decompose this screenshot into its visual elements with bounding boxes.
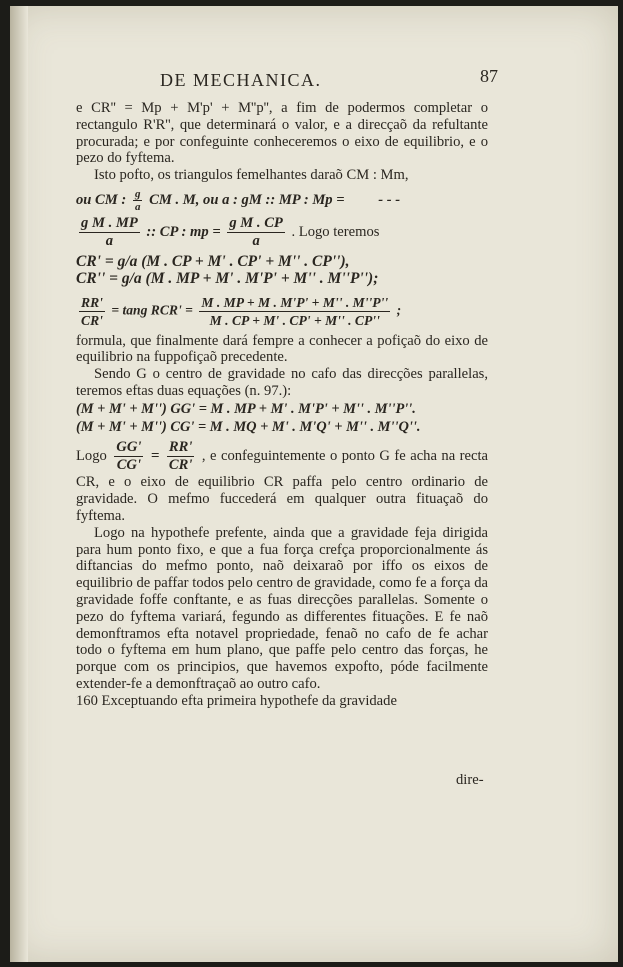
equation-1: CR' = g/a (M . CP + M' . CP' + M'' . CP''),: [76, 252, 350, 270]
running-header: [160, 66, 498, 91]
fraction-RR-over-CR: $\frac{RR'}{CR'}$: [81, 294, 103, 328]
paragraph-5: formula, que finalmente dará fempre a conhecer a pofiçaõ do eixo de equilibrio na fuppofiçaõ precedente.: [76, 332, 488, 366]
text-fragment: ;: [396, 302, 402, 318]
text-fragment: , e confeguintemente o ponto G fe acha na recta CR, e o eixo de equilibrio CR paffa pelo centro ordinario de gravidade. O mefmo fuccederá em qualquer outra fituaçaõ do fyftema.: [76, 448, 488, 524]
text-fragment: . Logo teremos: [291, 223, 380, 240]
body-text: [76, 100, 488, 710]
fraction-g-over-a: $\frac{g}{a}$: [134, 187, 141, 213]
paragraph-6: Sendo G o centro de gravidade no cafo das direcções parallelas, teremos eftas duas equações (n. 97.):: [76, 366, 488, 399]
text-fragment: :: CP : mp =: [146, 223, 221, 240]
text-fragment: = tang RCR' =: [111, 302, 193, 318]
paragraph-8: Logo na hypothefe prefente, ainda que a gravidade feja dirigida para hum ponto fixo, e que a fua força crefça proporcionalmente ás diftancias do mefmo ponto, naõ deixaraõ por iffo os eixos de equilibrio de paffar todos pelo centro de gravidade, como fe a força da gravidade foffe conftante, e as fuas direcções parallelas. Somente o pezo do fyftema variará, fegundo as differentes fituações. E fe naõ demonftramos efta notavel propriedade, fenaõ no cafo de fe achar todo o fyftema em hum plano, que paffe pelo centro das forças, he porque com os principios, que havemos expofto, póde facilmente extender-fe a demonftraçaõ ao outro cafo.: [76, 524, 488, 692]
text-fragment: - - -: [378, 191, 401, 208]
catchword: dire-: [456, 772, 484, 788]
paragraph-1: e CR'' = Mp + M'p' + M''p'', a fim de podermos completar o rectangulo R'R'', que determinará o valor, e a direcçaõ da refultante procurada; e por confeguinte conheceremos o eixo de equilibrio, e o pezo do fyftema.: [76, 100, 488, 167]
page-spine-shadow: [10, 6, 28, 962]
page-number: 87: [480, 66, 498, 86]
proportion-line-1: [76, 188, 488, 213]
text-fragment: CM . M, ou a : gM :: MP : Mp =: [149, 191, 345, 208]
text-fragment: ou CM :: [76, 191, 127, 208]
fraction-RR-over-CR-2: $\frac{RR'}{CR'}$: [168, 439, 193, 474]
text-fragment: Logo: [76, 448, 107, 465]
equation-2: CR'' = g/a (M . MP + M' . M'P' + M'' . M''P'');: [76, 269, 379, 287]
equation-4: (M + M' + M'') GG' = M . MP + M' . M'P' + M'' . M''P''.: [76, 400, 416, 417]
equation-5: (M + M' + M'') CG' = M . MQ + M' . M'Q' + M'' . M''Q''.: [76, 418, 421, 435]
fraction-gMMP-over-a: $\frac{\text{g M . MP}}{a}$: [81, 214, 138, 249]
fraction-gMCP-over-a: $\frac{\text{g M . CP}}{a}$: [229, 214, 283, 249]
proportion-line-2: [76, 215, 488, 250]
header-title: DE MECHANICA.: [160, 70, 322, 90]
paragraph-2: Isto pofto, os triangulos femelhantes daraõ CM : Mm,: [94, 167, 409, 184]
equation-3: [76, 294, 488, 329]
paragraph-9: 160 Exceptuando efta primeira hypothefe da gravidade: [76, 692, 397, 709]
paragraph-7: Logo $\frac{GG'}{CG'}$ = $\frac{RR'}{CR'}$ , e confeguintemente o ponto G fe acha na recta CR, e o eixo de equilibrio CR paffa pelo centro ordinario de gravidade. O mefmo fuccederá em qualquer outra fituaçaõ do fyftema.: [76, 439, 488, 524]
book-page: [10, 6, 618, 962]
fraction-big: $\frac{M . MP + M . M'P' + M'' . M''P''}{M . CP + M' . CP' + M'' . CP''}$: [201, 294, 389, 328]
fraction-GG-over-CG: $\frac{GG'}{CG'}$: [116, 439, 142, 474]
